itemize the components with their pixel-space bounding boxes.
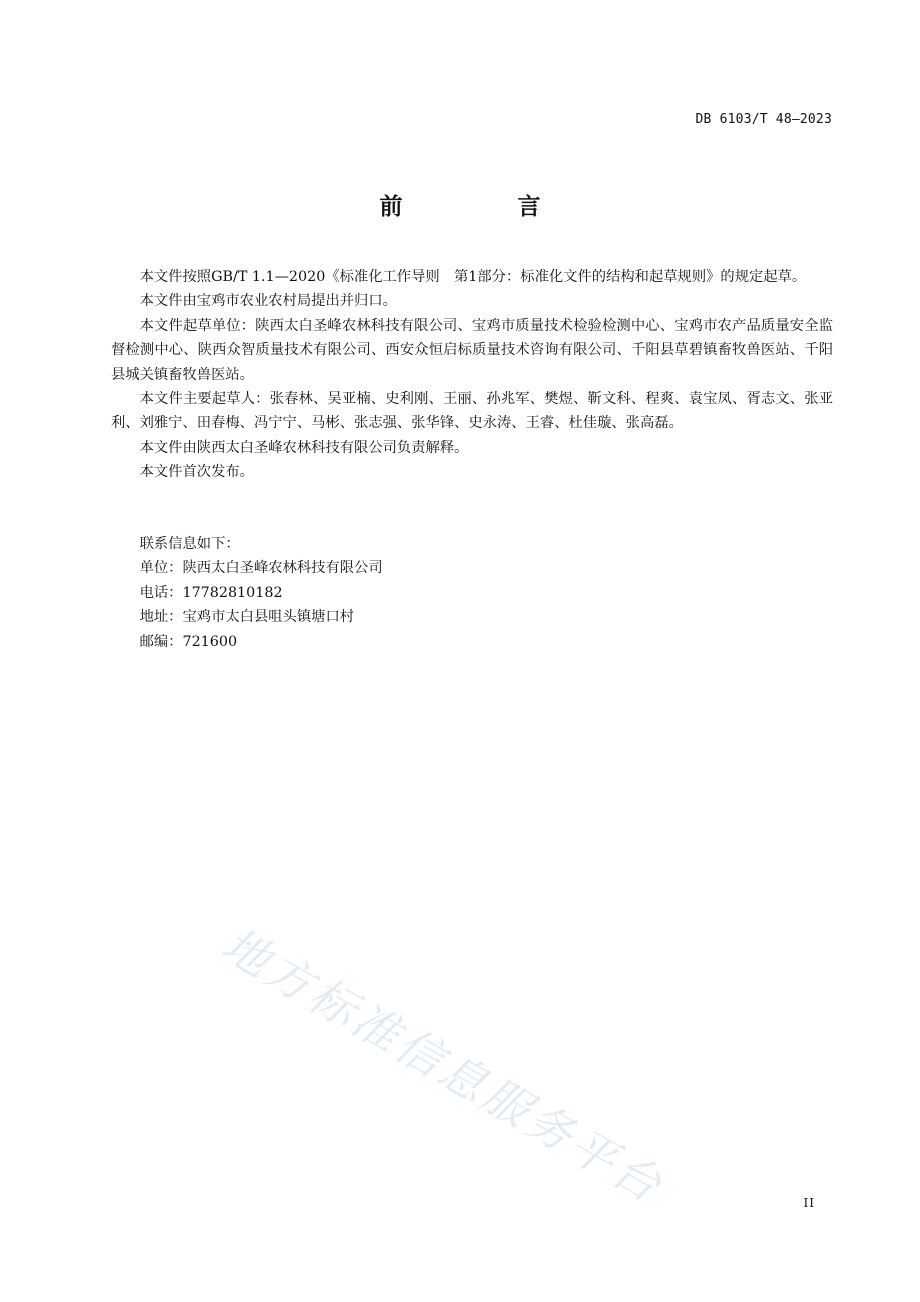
foreword-body [111,265,833,485]
page-title: 前 言 [379,194,587,220]
document-code: DB 6103/T 48—2023 [695,112,832,127]
paragraph-drafting-basis: 本文件按照GB/T 1.1—2020《标准化工作导则 第1部分：标准化文件的结构和起草规则》的规定起草。 [139,269,807,285]
contact-address: 地址：宝鸡市太白县咀头镇塘口村 [139,609,355,626]
page-number: II [803,1196,815,1210]
contact-heading: 联系信息如下： [139,536,240,552]
paragraph-first-release: 本文件首次发布。 [139,464,254,481]
watermark: 地方标准信息服务平台 [213,917,674,1214]
paragraph-proposer: 本文件由宝鸡市农业农村局提出并归口。 [139,293,397,310]
contact-phone: 电话：17782810182 [139,584,283,601]
paragraph-drafting-units: 本文件起草单位：陕西太白圣峰农林科技有限公司、宝鸡市质量技术检验检测中心、宝鸡市农产品质量安全监督检测中心、陕西众智质量技术有限公司、西安众恒启标质量技术咨询有限公司、千阳县草碧镇畜牧兽医站、千阳县城关镇畜牧兽医站。 [111,317,833,383]
paragraph-interpretation: 本文件由陕西太白圣峰农林科技有限公司负责解释。 [139,439,469,456]
contact-postcode: 邮编：721600 [139,633,238,650]
contact-unit: 单位：陕西太白圣峰农林科技有限公司 [139,560,383,577]
contact-info [111,532,833,654]
paragraph-drafters: 本文件主要起草人：张春林、吴亚楠、史利刚、王丽、孙兆军、樊煜、靳文科、程爽、袁宝凤、胥志文、张亚利、刘雅宁、田春梅、冯宁宁、马彬、张志强、张华锋、史永涛、王睿、杜佳璇、张高磊。 [111,391,833,432]
